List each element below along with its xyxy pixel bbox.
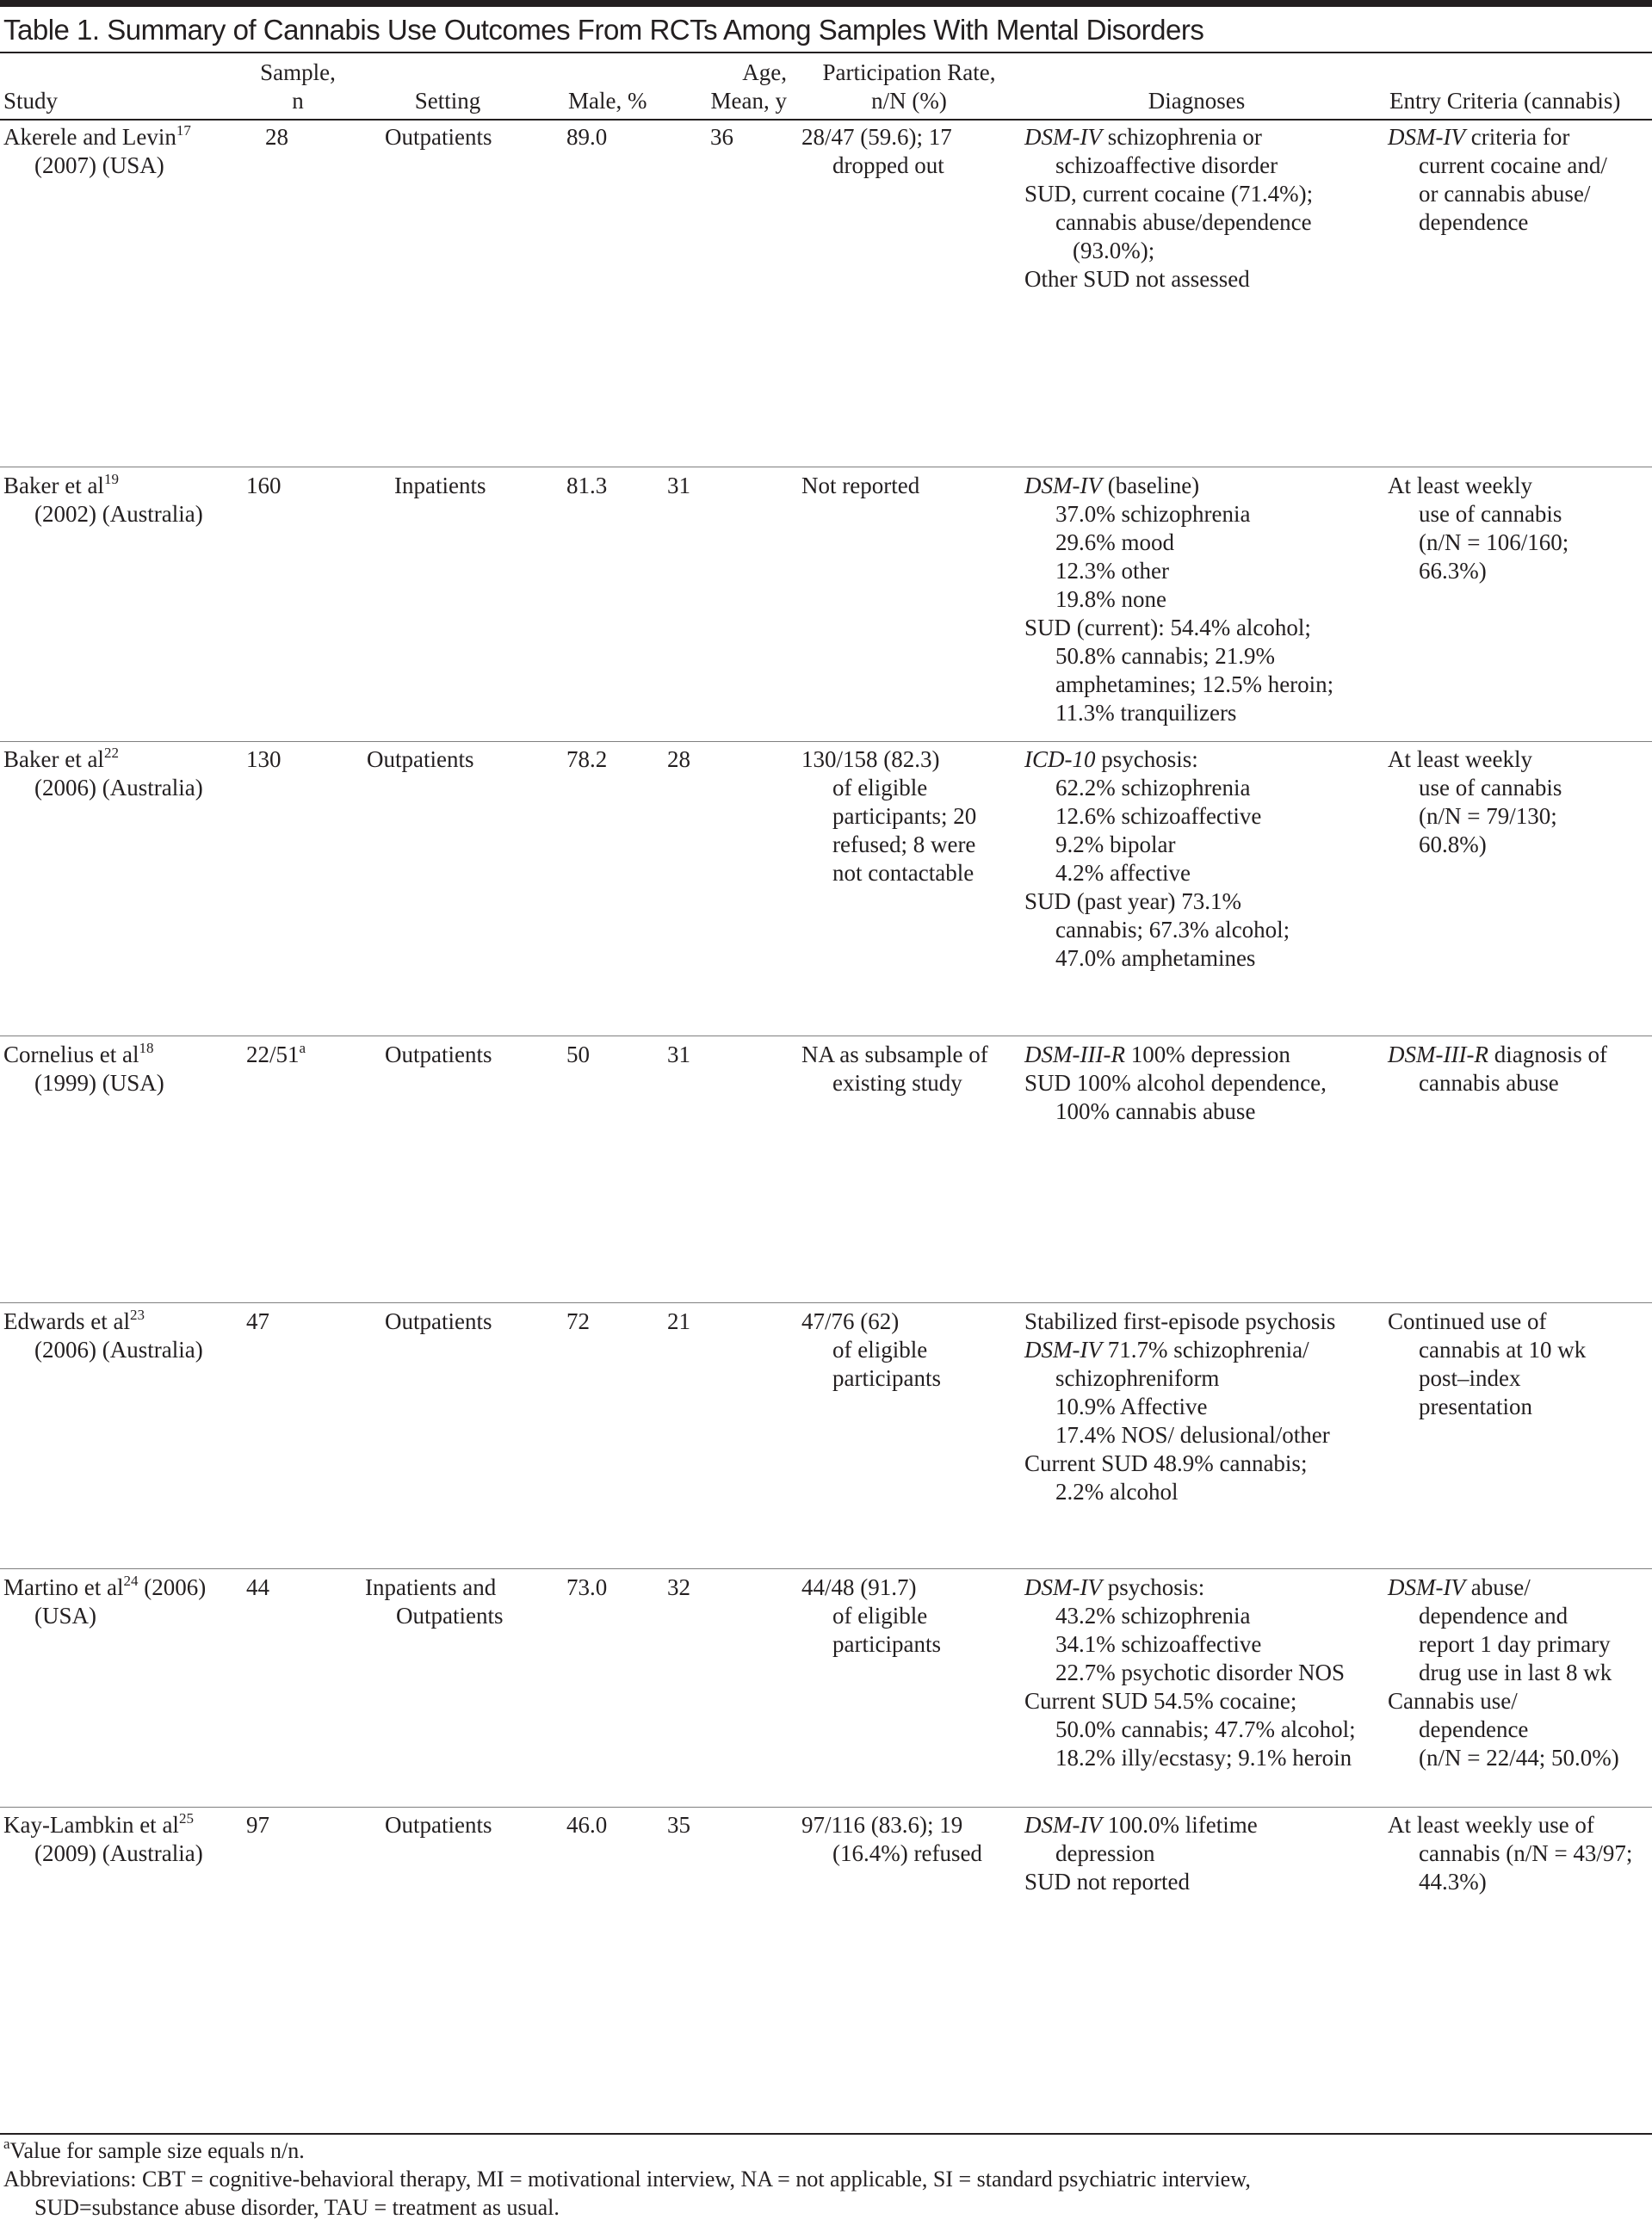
entry-criteria-cell: DSM-IV abuse/ dependence and report 1 day primary drug use in last 8 wk Cannabis use/ dependence (n/N = 22/44; 50.0%) <box>1388 1574 1619 1771</box>
entry-criteria-cell: Continued use of cannabis at 10 wk post–index presentation <box>1388 1308 1587 1419</box>
row-divider <box>0 741 1652 742</box>
entry-criteria-cell: At least weekly use of cannabis (n/N = 106/160; 66.3%) <box>1388 473 1569 584</box>
footnote-a: $^a$Value for sample size equals n/n. <box>3 2136 305 2163</box>
participation-cell: Not reported <box>801 473 920 498</box>
setting-cell: Inpatients <box>394 473 486 498</box>
setting-cell: Outpatients <box>385 1812 492 1838</box>
abbreviations-line-1: Abbreviations: CBT = cognitive-behavioral therapy, MI = motivational interview, NA = not applicable, SI = standard psychiatric interview, <box>3 2167 1251 2192</box>
header-male: Male, % <box>568 88 647 114</box>
header-setting: Setting <box>414 88 481 114</box>
study-cell: Baker et $al^{19}$ (2002) (Australia) <box>3 471 203 527</box>
diagnoses-cell: DSM-IV schizophrenia or schizoaffective disorder SUD, current cocaine (71.4%); cannabis abuse/dependence (93.0%); Other SUD not assessed <box>1024 124 1314 292</box>
age-cell: 31 <box>667 473 690 498</box>
setting-cell: Outpatients <box>385 124 492 150</box>
abbreviations-line-2: SUD=substance abuse disorder, TAU = treatment as usual. <box>34 2195 560 2220</box>
study-cell: Martino et $al^{24}$ (2006) (USA) <box>3 1573 207 1629</box>
male-cell: 81.3 <box>566 473 608 498</box>
table-footnotes <box>3 2136 1639 2222</box>
diagnoses-cell: DSM-IV (baseline) 37.0% schizophrenia 29.6% mood 12.3% other 19.8% none SUD (current): 54.4% alcohol; 50.8% cannabis; 21.9% amphetamines; 12.5% heroin; 11.3% tranquilizers <box>1024 473 1334 726</box>
participation-cell: NA as subsample of existing study <box>801 1042 988 1096</box>
male-cell: 78.2 <box>566 746 608 772</box>
participation-cell: 47/76 (62) of eligible participants <box>801 1308 941 1391</box>
header-sample: Sample, n <box>260 59 336 114</box>
top-border <box>0 0 1652 7</box>
age-cell: 35 <box>667 1812 690 1838</box>
reference-number: 17 <box>176 122 191 139</box>
entry-criteria-cell: DSM-IV criteria for current cocaine and/ or cannabis abuse/ dependence <box>1388 124 1607 235</box>
setting-cell: Inpatients and Outpatients <box>365 1574 504 1629</box>
row-divider <box>0 1568 1652 1569</box>
male-cell: 89.0 <box>566 124 608 150</box>
reference-number: 24 <box>123 1573 139 1589</box>
sample-cell: 130 <box>246 746 282 772</box>
male-cell: 50 <box>566 1042 590 1067</box>
participation-cell: 130/158 (82.3) of eligible participants; 20 refused; 8 were not contactable <box>801 746 977 886</box>
age-cell: 21 <box>667 1308 690 1334</box>
diagnoses-cell: DSM-IV 100.0% lifetime depression SUD not reported <box>1024 1812 1258 1895</box>
participation-cell: 28/47 (59.6); 17 dropped out <box>801 124 952 178</box>
header-age: Age, Mean, y <box>710 59 787 114</box>
row-divider <box>0 1302 1652 1303</box>
male-cell: 46.0 <box>566 1812 608 1838</box>
diagnoses-cell: DSM-III-R 100% depression SUD 100% alcohol dependence, 100% cannabis abuse <box>1024 1042 1327 1124</box>
reference-number: 22 <box>103 745 119 761</box>
reference-number: 18 <box>139 1040 154 1056</box>
header-rule <box>0 119 1652 121</box>
age-cell: 31 <box>667 1042 690 1067</box>
sample-cell: 160 <box>246 473 282 498</box>
reference-number: 19 <box>103 471 119 487</box>
setting-cell: Outpatients <box>367 746 474 772</box>
participation-cell: 44/48 (91.7) of eligible participants <box>801 1574 941 1657</box>
footer-rule <box>0 2133 1652 2135</box>
study-cell: Cornelius et $al^{18}$ (1999) (USA) <box>3 1040 164 1096</box>
header-diagnoses: Diagnoses <box>1148 88 1246 114</box>
entry-criteria-cell: DSM-III-R diagnosis of cannabis abuse <box>1388 1042 1607 1096</box>
row-divider <box>0 1807 1652 1808</box>
diagnoses-cell: DSM-IV psychosis: 43.2% schizophrenia 34.1% schizoaffective 22.7% psychotic disorder NOS Current SUD 54.5% cocaine; 50.0% cannabis; 47.7% alcohol; 18.2% illy/ecstasy; 9.1% heroin <box>1024 1574 1356 1771</box>
sample-cell: 22/51$^a$ <box>246 1040 306 1067</box>
header-study: Study <box>3 88 59 114</box>
footnote-mark: a <box>299 1040 306 1056</box>
table-title: Table 1. Summary of Cannabis Use Outcomes From RCTs Among Samples With Mental Disorders <box>3 14 1204 46</box>
male-cell: 72 <box>566 1308 590 1334</box>
sample-cell: 28 <box>265 124 288 150</box>
study-cell: Baker et $al^{22}$ (2006) (Australia) <box>3 745 203 801</box>
study-cell: Akerele and Levin$^{17}$ (2007) (USA) <box>3 122 191 178</box>
header-entry-criteria: Entry Criteria (cannabis) <box>1389 88 1621 114</box>
entry-criteria-cell: At least weekly use of cannabis (n/N = 79/130; 60.8%) <box>1388 746 1562 857</box>
age-cell: 28 <box>667 746 690 772</box>
sample-cell: 47 <box>246 1308 269 1334</box>
study-cell: Kay-Lambkin et $al^{25}$ (2009) (Australia) <box>3 1810 203 1866</box>
reference-number: 23 <box>129 1307 145 1323</box>
header-participation: Participation Rate, n/N (%) <box>822 59 996 114</box>
diagnoses-cell: Stabilized first-episode psychosis DSM-IV 71.7% schizophrenia/ schizophreniform 10.9% Affective 17.4% NOS/ delusional/other Current SUD 48.9% cannabis; 2.2% alcohol <box>1024 1308 1336 1505</box>
sample-cell: 44 <box>246 1574 269 1600</box>
setting-cell: Outpatients <box>385 1042 492 1067</box>
male-cell: 73.0 <box>566 1574 608 1600</box>
age-cell: 36 <box>710 124 733 150</box>
age-cell: 32 <box>667 1574 690 1600</box>
sample-cell: 97 <box>246 1812 269 1838</box>
entry-criteria-cell: At least weekly use of cannabis (n/N = 43/97; 44.3%) <box>1388 1812 1633 1895</box>
diagnoses-cell: ICD-10 psychosis: 62.2% schizophrenia 12.6% schizoaffective 9.2% bipolar 4.2% affective SUD (past year) 73.1% cannabis; 67.3% alcohol; 47.0% amphetamines <box>1024 746 1290 971</box>
setting-cell: Outpatients <box>385 1308 492 1334</box>
participation-cell: 97/116 (83.6); 19 (16.4%) refused <box>801 1812 982 1866</box>
reference-number: 25 <box>178 1810 194 1827</box>
study-cell: Edwards et $al^{23}$ (2006) (Australia) <box>3 1307 203 1363</box>
